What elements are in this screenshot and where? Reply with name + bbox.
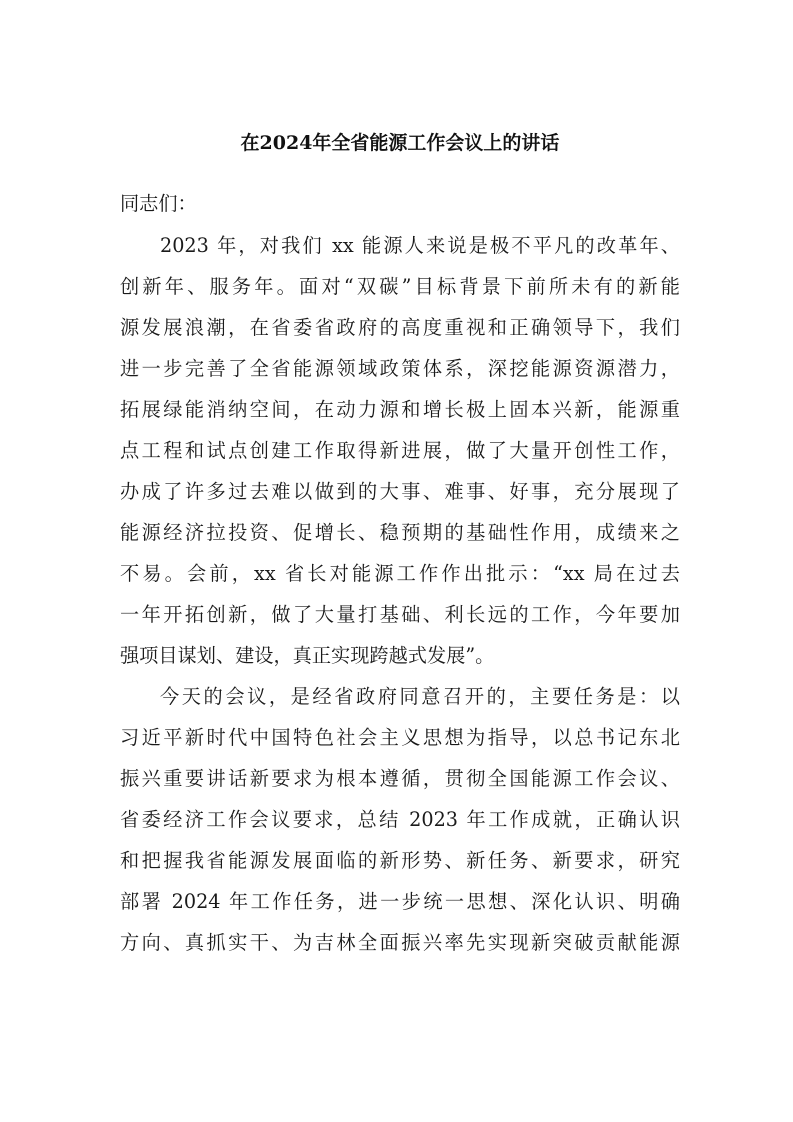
paragraph-line: 方向、真抓实干、为吉林全面振兴率先实现新突破贡献能源: [120, 931, 680, 954]
paragraph-line: 点工程和试点创建工作取得新进展，做了大量开创性工作，: [120, 439, 680, 462]
paragraph-line: 创新年、服务年。面对“双碳”目标背景下前所未有的新能: [120, 275, 680, 298]
paragraph-line: 振兴重要讲话新要求为根本遵循，贯彻全国能源工作会议、: [120, 767, 680, 790]
salutation: 同志们：: [120, 192, 197, 215]
paragraph-line: 和把握我省能源发展面临的新形势、新任务、新要求，研究: [120, 849, 680, 872]
paragraph-line: 省委经济工作会议要求，总结 2023 年工作成就，正确认识: [120, 808, 680, 831]
paragraph-line: 能源经济拉投资、促增长、稳预期的基础性作用，成绩来之: [120, 521, 680, 544]
paragraph-line: 进一步完善了全省能源领域政策体系，深挖能源资源潜力，: [120, 357, 680, 380]
paragraph-line: 拓展绿能消纳空间，在动力源和增长极上固本兴新，能源重: [120, 398, 680, 421]
paragraph-line: 一年开拓创新，做了大量打基础、利长远的工作，今年要加: [120, 603, 680, 626]
paragraph-line: 今天的会议，是经省政府同意召开的，主要任务是：以: [160, 685, 680, 708]
paragraph-line: 强项目谋划、建设，真正实现跨越式发展”。: [120, 644, 495, 667]
paragraph-line: 2023 年，对我们 xx 能源人来说是极不平凡的改革年、: [160, 234, 680, 257]
paragraph-line: 不易。会前，xx 省长对能源工作作出批示：“xx 局在过去: [120, 562, 680, 585]
paragraph-line: 办成了许多过去难以做到的大事、难事、好事，充分展现了: [120, 480, 680, 503]
paragraph-line: 部署 2024 年工作任务，进一步统一思想、深化认识、明确: [120, 890, 680, 913]
document-title: 在2024年全省能源工作会议上的讲话: [240, 132, 560, 154]
paragraph-line: 源发展浪潮，在省委省政府的高度重视和正确领导下，我们: [120, 316, 680, 339]
paragraph-line: 习近平新时代中国特色社会主义思想为指导，以总书记东北: [120, 726, 680, 749]
